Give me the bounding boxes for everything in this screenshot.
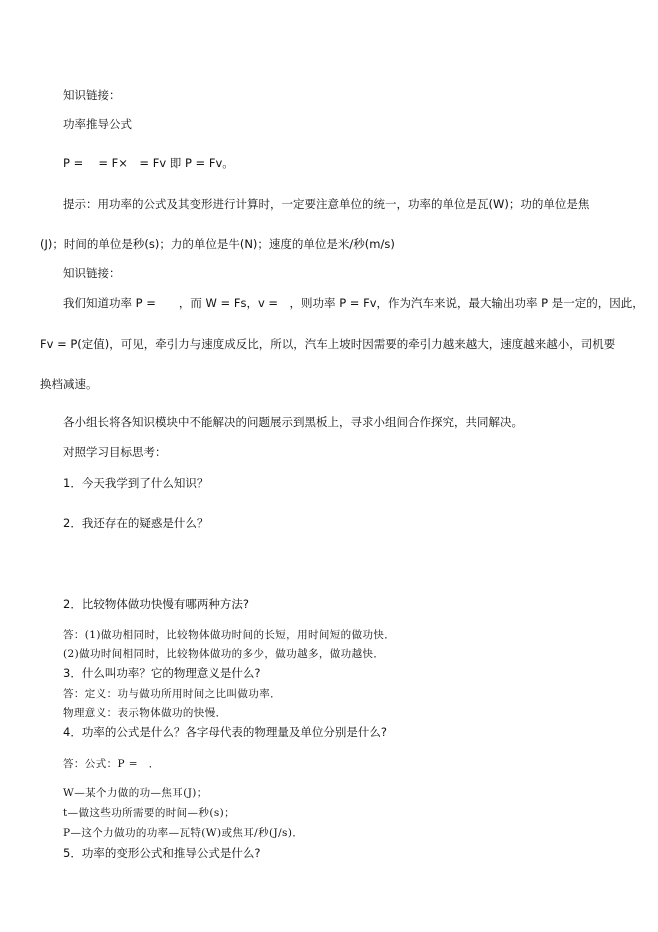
question-3-definition: 3．什么叫功率？它的物理意义是什么?: [63, 666, 261, 680]
reflection-question-1: 1．今天我学到了什么知识？: [63, 476, 209, 490]
answer-4-work-definition: W—某个力做的功—焦耳(J)；: [63, 787, 208, 799]
hint-paragraph-line-1: 提示：用功率的公式及其变形进行计算时，一定要注意单位的统一，功率的单位是瓦(W)；功的单位是焦: [63, 197, 590, 211]
answer-4-time-definition: t—做这些功所需要的时间—秒(s)；: [63, 807, 236, 819]
question-5-derived-formula: 5．功率的变形公式和推导公式是什么?: [63, 846, 261, 860]
question-4-formula: 4．功率的公式是什么？各字母代表的物理量及单位分别是什么?: [63, 725, 387, 739]
answer-3-meaning: 物理意义：表示物体做功的快慢．: [63, 707, 227, 719]
group-discussion-text: 各小组长将各知识模块中不能解决的问题展示到黑板上，寻求小组间合作探究，共同解决。: [63, 415, 523, 429]
knowledge-link-heading-2: 知识链接：: [63, 266, 121, 280]
answer-3-definition: 答：定义：功与做功所用时间之比叫做功率．: [63, 688, 281, 700]
vehicle-power-line-1: 我们知道功率 P = ，而 W = Fs，v = ，则功率 P = Fv，作为汽车来说，最大输出功率 P 是一定的，因此，: [63, 296, 644, 310]
answer-4-power-definition: P—这个力做功的功率—瓦特(W)或焦耳/秒(J/s)．: [63, 827, 304, 839]
answer-2-part-2: (2)做功时间相同时，比较物体做功的多少，做功越多，做功越快．: [63, 648, 385, 660]
hint-paragraph-line-2: (J)；时间的单位是秒(s)；力的单位是牛(N)；速度的单位是米/秒(m/s): [40, 237, 395, 251]
answer-2-part-1: 答：(1)做功相同时，比较物体做功时间的长短，用时间短的做功快．: [63, 629, 396, 641]
reflection-question-2: 2．我还存在的疑惑是什么？: [63, 516, 209, 530]
knowledge-link-heading-1: 知识链接：: [63, 88, 121, 102]
reflection-heading: 对照学习目标思考：: [63, 445, 167, 459]
power-derivation-title: 功率推导公式: [63, 117, 132, 131]
power-derivation-formula: P = = F× = Fv 即 P = Fv。: [63, 156, 234, 170]
question-2-methods: 2．比较物体做功快慢有哪两种方法?: [63, 597, 249, 611]
vehicle-power-line-3: 换档减速。: [40, 377, 98, 391]
vehicle-power-line-2: Fv = P(定值)，可见，牵引力与速度成反比，所以，汽车上坡时因需要的牵引力越来越大，速度越来越小，司机要: [40, 337, 616, 351]
answer-4-formula: 答：公式：P = ．: [63, 758, 160, 770]
